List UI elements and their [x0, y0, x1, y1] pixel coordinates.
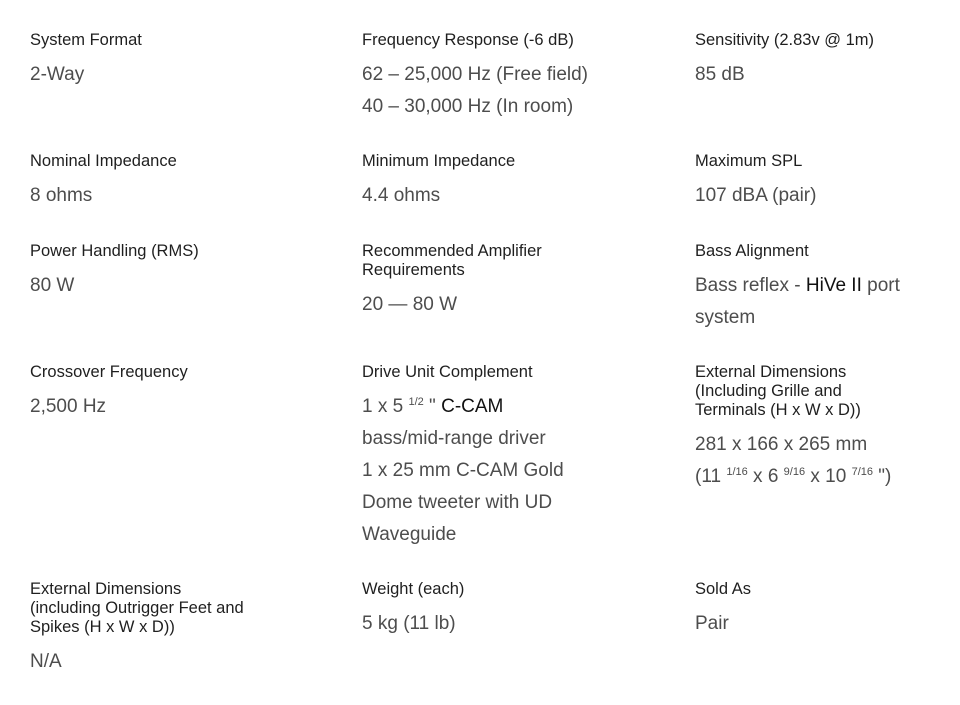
spec-value-text: 8 ohms	[30, 185, 93, 206]
spec-value	[362, 59, 662, 123]
spec-value-line	[30, 646, 330, 678]
spec-value-line	[30, 180, 330, 212]
spec-value-line	[695, 59, 960, 91]
spec-label-line: Weight (each)	[362, 580, 465, 598]
spec-label	[362, 242, 662, 280]
spec-value-highlight: C-CAM	[441, 396, 504, 417]
spec-value-text: bass/mid-range driver	[362, 428, 546, 449]
spec-frequency-response	[362, 31, 662, 123]
spec-value-text: 2-Way	[30, 64, 85, 85]
spec-value-text: port	[861, 275, 900, 296]
spec-value-fraction: 9/16	[783, 466, 806, 478]
spec-value-text: Dome tweeter with UD	[362, 492, 553, 513]
spec-label-line: Bass Alignment	[695, 242, 809, 260]
spec-value	[362, 608, 662, 640]
spec-value-line	[362, 59, 662, 91]
spec-value-text: 5 kg (11 lb)	[362, 613, 456, 634]
spec-value	[362, 391, 662, 551]
spec-value-line	[362, 519, 662, 551]
spec-value-fraction: 1/2	[408, 396, 424, 408]
spec-label-line: Spikes (H x W x D))	[30, 618, 175, 636]
spec-value-text: 107 dBA (pair)	[695, 185, 817, 206]
spec-value-text: N/A	[30, 651, 62, 672]
spec-recommended-amplifier	[362, 242, 662, 321]
spec-label	[30, 242, 330, 261]
spec-bass-alignment	[695, 242, 960, 334]
spec-label	[362, 580, 662, 599]
spec-value-text: system	[695, 307, 756, 328]
spec-label-line: Minimum Impedance	[362, 152, 516, 170]
spec-value	[30, 180, 330, 212]
spec-value-text: 20 — 80 W	[362, 294, 458, 315]
spec-value-line	[362, 487, 662, 519]
spec-value-line	[695, 608, 960, 640]
spec-label	[30, 363, 330, 382]
spec-value-line	[30, 391, 330, 423]
spec-label-line: Power Handling (RMS)	[30, 242, 199, 260]
spec-label	[30, 31, 330, 50]
spec-value-text: 62 – 25,000 Hz (Free field)	[362, 64, 589, 85]
spec-label-line: Crossover Frequency	[30, 363, 188, 381]
spec-value-line	[30, 59, 330, 91]
spec-label	[695, 152, 960, 171]
spec-label-line: Requirements	[362, 261, 465, 279]
spec-value	[30, 391, 330, 423]
spec-value-highlight: HiVe II	[805, 275, 862, 296]
spec-value	[695, 59, 960, 91]
spec-value	[695, 180, 960, 212]
spec-value-text: x 10	[805, 466, 852, 487]
spec-value-text: x 6	[747, 466, 784, 487]
spec-value-text: "	[423, 396, 442, 417]
spec-label-line: Nominal Impedance	[30, 152, 177, 170]
spec-maximum-spl	[695, 152, 960, 212]
spec-value	[30, 270, 330, 302]
spec-label-line: Recommended Amplifier	[362, 242, 542, 260]
spec-label	[362, 152, 662, 171]
spec-value-line	[362, 455, 662, 487]
spec-value-text: 85 dB	[695, 64, 745, 85]
spec-label	[695, 580, 960, 599]
spec-value-line	[695, 302, 960, 334]
spec-label-line: (including Outrigger Feet and	[30, 599, 244, 617]
spec-crossover-frequency	[30, 363, 330, 423]
spec-value-line	[362, 289, 662, 321]
spec-value-line	[695, 461, 960, 493]
spec-drive-unit-complement	[362, 363, 662, 551]
spec-value-text: 1 x 5	[362, 396, 409, 417]
spec-value-line	[362, 391, 662, 423]
spec-value-text: Waveguide	[362, 524, 457, 545]
spec-value-line	[30, 270, 330, 302]
spec-value	[695, 429, 960, 493]
spec-label-line: Maximum SPL	[695, 152, 803, 170]
spec-label	[30, 152, 330, 171]
spec-label-line: Terminals (H x W x D))	[695, 401, 861, 419]
spec-power-handling	[30, 242, 330, 302]
spec-value-text: 281 x 166 x 265 mm	[695, 434, 868, 455]
spec-value-text: (11	[695, 466, 727, 487]
spec-external-dimensions-feet	[30, 580, 330, 678]
spec-value	[695, 608, 960, 640]
spec-value-line	[362, 423, 662, 455]
spec-label	[362, 31, 662, 50]
spec-value-text: Pair	[695, 613, 729, 634]
spec-value	[695, 270, 960, 334]
spec-value-text: 1 x 25 mm C-CAM Gold	[362, 460, 564, 481]
spec-value-line	[362, 180, 662, 212]
spec-label	[362, 363, 662, 382]
spec-weight	[362, 580, 662, 640]
spec-minimum-impedance	[362, 152, 662, 212]
spec-value-text: Bass reflex -	[695, 275, 806, 296]
spec-label	[30, 580, 330, 637]
spec-label-line: Drive Unit Complement	[362, 363, 533, 381]
spec-value-fraction: 7/16	[851, 466, 873, 478]
spec-label-line: Sold As	[695, 580, 751, 598]
spec-system-format	[30, 31, 330, 91]
spec-label-line: Sensitivity (2.83v @ 1m)	[695, 31, 875, 49]
spec-sensitivity	[695, 31, 960, 91]
spec-sold-as	[695, 580, 960, 640]
spec-value-text: 4.4 ohms	[362, 185, 441, 206]
spec-label-line: External Dimensions	[30, 580, 182, 598]
spec-label	[695, 363, 960, 420]
spec-value-line	[362, 608, 662, 640]
spec-value-text: 2,500 Hz	[30, 396, 107, 417]
spec-label-line: (Including Grille and	[695, 382, 842, 400]
spec-label	[695, 242, 960, 261]
spec-value-fraction: 1/16	[726, 466, 748, 478]
spec-value-line	[695, 429, 960, 461]
spec-nominal-impedance	[30, 152, 330, 212]
spec-value-text: 40 – 30,000 Hz (In room)	[362, 96, 574, 117]
spec-value	[30, 646, 330, 678]
spec-value	[30, 59, 330, 91]
spec-label-line: External Dimensions	[695, 363, 847, 381]
spec-label-line: Frequency Response (-6 dB)	[362, 31, 574, 49]
spec-value-line	[695, 180, 960, 212]
spec-value-line	[362, 91, 662, 123]
spec-value-text: ")	[873, 466, 892, 487]
spec-value	[362, 180, 662, 212]
spec-label	[695, 31, 960, 50]
spec-label-line: System Format	[30, 31, 142, 49]
spec-value	[362, 289, 662, 321]
spec-external-dimensions-grille	[695, 363, 960, 493]
spec-value-text: 80 W	[30, 275, 75, 296]
spec-value-line	[695, 270, 960, 302]
